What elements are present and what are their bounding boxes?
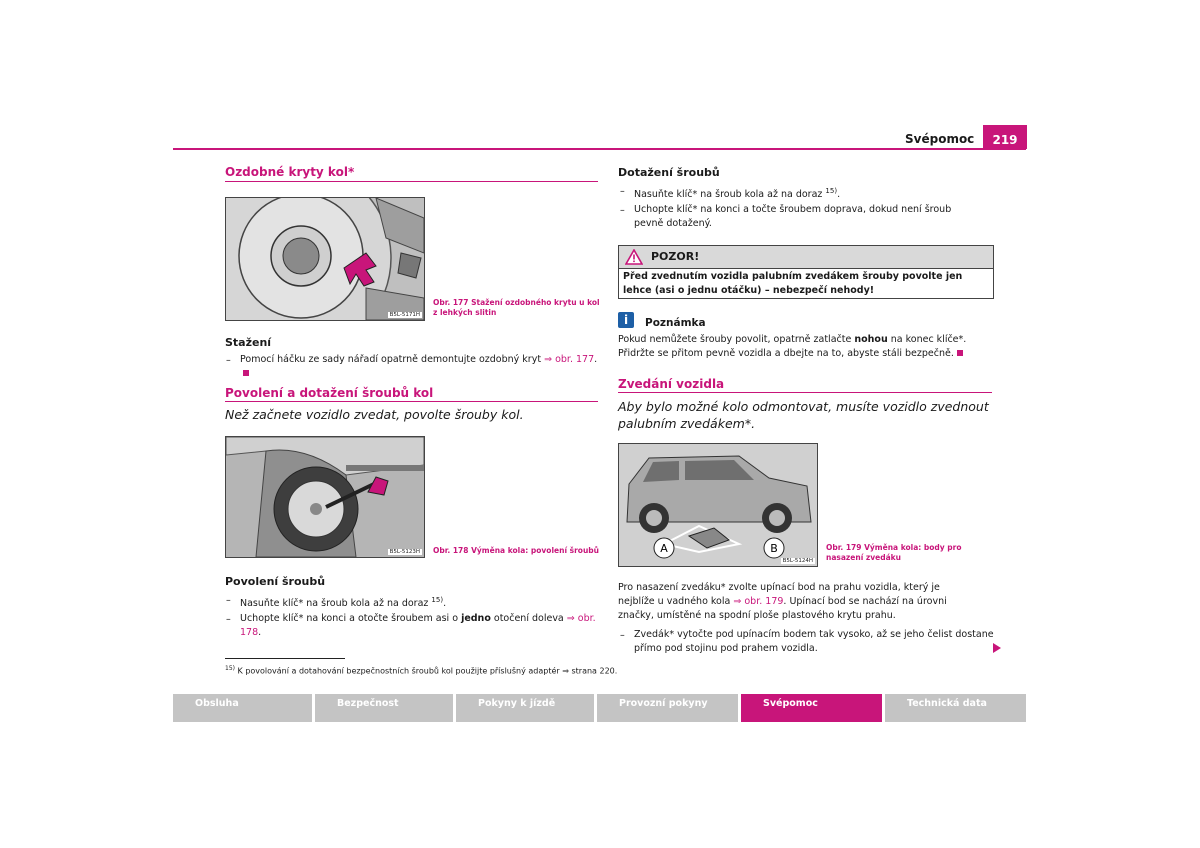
- list-dash: –: [226, 614, 231, 625]
- chapter-tabs: [173, 694, 1026, 722]
- note-text-b: na konec klíče*. Přidržte se přitom pevně vozidla a dbejte na to, abyste stáli bezpečně.: [618, 334, 967, 359]
- list-dash: –: [620, 205, 625, 216]
- heading-loosen-tighten: Povolení a dotažení šroubů kol: [225, 386, 434, 400]
- para-b: . Upínací bod se nachází na úrovni značky, umístěné na spodní ploše plastového krytu prahu.: [618, 596, 947, 621]
- figure-code: B5L-5171H: [389, 312, 420, 318]
- page-number: 219: [983, 125, 1027, 149]
- tab-svepomoc[interactable]: Svépomoc: [741, 694, 882, 722]
- tighten-step-1: Nasuňte klíč* na šroub kola až na doraz: [634, 189, 823, 201]
- note-text-a: Pokud nemůžete šrouby povolit, opatrně zatlačte: [618, 334, 852, 345]
- tab-bezpecnost[interactable]: Bezpečnost: [315, 694, 453, 722]
- car-jack-illustration: [619, 444, 817, 566]
- figure-179-caption: Obr. 179 Výměna kola: body pro nasazení zvedáku: [826, 543, 962, 562]
- section-title: Svépomoc: [905, 132, 975, 146]
- loosen-step-2a: Uchopte klíč* na konci a otočte šroubem asi o: [240, 613, 459, 624]
- list-dash: –: [226, 595, 231, 606]
- figure-code: B5L-5124H: [782, 558, 813, 564]
- info-icon: i: [618, 312, 634, 328]
- warning-triangle-icon: [625, 249, 643, 265]
- tab-technicka-data[interactable]: Technická data: [885, 694, 1026, 722]
- list-dash: –: [226, 355, 231, 366]
- end-mark-icon: [243, 370, 249, 376]
- note-text: [618, 333, 993, 361]
- list-dash: –: [620, 630, 625, 641]
- note-title: Poznámka: [645, 317, 706, 329]
- intro-text: Aby bylo možné kolo odmontovat, musíte vozidlo zvednout palubním zvedákem*.: [618, 399, 989, 431]
- link-figure-177[interactable]: ⇒ obr. 177: [544, 354, 595, 365]
- figure-177-caption: Obr. 177 Stažení ozdobného krytu u kol z lehkých slitin: [433, 298, 600, 317]
- removal-instruction: Pomocí háčku ze sady nářadí opatrně demontujte ozdobný kryt: [240, 354, 542, 365]
- figure-178-caption: Obr. 178 Výměna kola: povolení šroubů: [433, 546, 599, 555]
- warning-text: Před zvednutím vozidla palubním zvedákem šrouby povolte jen lehce (asi o jednu otáčku) – nebezpečí nehody!: [623, 271, 963, 296]
- footnote-mark: 15): [225, 665, 235, 672]
- loosen-step-2-bold: jedno: [461, 613, 491, 624]
- subheading-removal: Stažení: [225, 336, 272, 349]
- para-a: Pro nasazení zvedáku* zvolte upínací bod na prahu vozidla, který je nejblíže u vadného kola: [618, 582, 940, 607]
- footnote: [225, 665, 617, 676]
- heading-wheel-covers: Ozdobné kryty kol*: [225, 165, 355, 179]
- footnote-ref[interactable]: 15): [431, 596, 444, 604]
- wheel-wrench-illustration: [226, 437, 424, 557]
- list-item: Nasuňte klíč* na šroub kola až na doraz $^{15)}$.: [634, 187, 841, 201]
- footnote-rule: [225, 658, 345, 659]
- heading-rule: [225, 181, 598, 182]
- heading-rule: [225, 401, 598, 402]
- loosen-step-2b: otočení doleva: [493, 613, 564, 624]
- list-item: Pomocí háčku ze sady nářadí opatrně demontujte ozdobný kryt ⇒ obr. 177.: [240, 353, 600, 381]
- subheading-loosening: Povolení šroubů: [225, 575, 326, 588]
- list-item: Nasuňte klíč* na šroub kola až na doraz $^{15)}$.: [240, 596, 447, 610]
- warning-title: POZOR!: [651, 250, 700, 263]
- heading-rule: [618, 392, 992, 393]
- warning-box: [618, 245, 994, 299]
- jack-step-1: Zvedák* vytočte pod upínacím bodem tak vysoko, až se jeho čelist dostane přímo pod stojinu pod prahem vozidla.: [634, 629, 994, 654]
- link-figure-178[interactable]: ⇒ obr. 178: [240, 613, 596, 638]
- header-rule: [173, 148, 1026, 150]
- tighten-step-2: Uchopte klíč* na konci a točte šroubem doprava, dokud není šroub pevně dotažený.: [634, 204, 952, 229]
- link-figure-179[interactable]: ⇒ obr. 179: [733, 596, 784, 607]
- figure-179-jack-points: [618, 443, 818, 567]
- figure-code: B5L-5123H: [389, 549, 420, 555]
- footnote-text: K povolování a dotahování bezpečnostních šroubů kol použijte příslušný adaptér ⇒ strana 220.: [237, 666, 618, 676]
- end-mark-icon: [957, 350, 963, 356]
- footnote-ref[interactable]: 15): [825, 187, 838, 195]
- figure-178-loosen-bolts: [225, 436, 425, 558]
- subheading-tightening: Dotažení šroubů: [618, 166, 720, 179]
- next-page-arrow-icon[interactable]: [993, 643, 1001, 653]
- jack-point-label-a: A: [660, 542, 668, 555]
- note-bold: nohou: [854, 334, 888, 345]
- loosen-step-1: Nasuňte klíč* na šroub kola až na doraz: [240, 598, 429, 610]
- jack-point-label-b: B: [770, 542, 778, 555]
- tab-provozni-pokyny[interactable]: Provozní pokyny: [597, 694, 738, 722]
- heading-lifting-vehicle: Zvedání vozidla: [618, 377, 725, 391]
- tab-obsluha[interactable]: Obsluha: [173, 694, 312, 722]
- warning-header: [619, 246, 993, 269]
- wheel-cover-illustration: [226, 198, 424, 320]
- intro-text: Než začnete vozidlo zvedat, povolte šrouby kol.: [225, 407, 524, 422]
- jack-placement-paragraph: [618, 581, 963, 623]
- list-item: Uchopte klíč* na konci a otočte šroubem asi o jedno otočení doleva ⇒ obr. 178.: [240, 613, 596, 638]
- list-dash: –: [620, 186, 625, 197]
- figure-177-wheel-cover: [225, 197, 425, 321]
- tab-pokyny-k-jizde[interactable]: Pokyny k jízdě: [456, 694, 594, 722]
